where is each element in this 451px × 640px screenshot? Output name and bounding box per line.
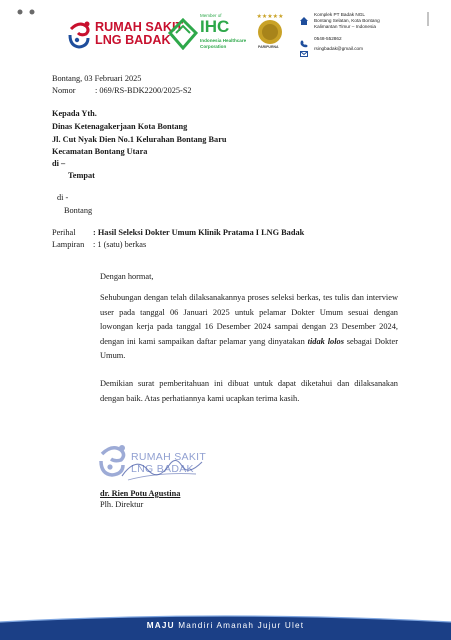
perihal-value: : Hasil Seleksi Dokter Umum Klinik Pratama I LNG Badak	[93, 228, 305, 237]
hospital-name-line1: RUMAH SAKIT	[95, 20, 184, 34]
address-line3: Kalimantan Timur – Indonesia	[314, 24, 377, 29]
accreditation-badge-icon	[251, 12, 289, 46]
hospital-logo-icon	[66, 20, 92, 50]
address-line1: Komplek PT Badak NGL	[314, 12, 365, 17]
recipient-line1: Dinas Ketenagakerjaan Kota Bontang	[52, 122, 188, 131]
di-label-1: di –	[52, 159, 66, 168]
tempat: Tempat	[68, 171, 95, 180]
city: Bontang	[64, 206, 93, 215]
address-line2: Bontang Selatan, Kota Bontang	[314, 18, 380, 23]
stamp-line1: RUMAH SAKIT	[131, 451, 207, 463]
motto-rest: Mandiri Amanah Jujur Ulet	[178, 621, 305, 630]
top-right-arrow-icon	[424, 12, 432, 31]
footer-banner	[0, 612, 451, 640]
ihc-logo-icon	[168, 18, 198, 50]
home-icon	[300, 12, 308, 30]
motto-bold: MAJU	[146, 621, 175, 630]
phone-number: 0548-552862	[314, 36, 342, 41]
salutation: Dengan hormat,	[100, 272, 154, 281]
paragraph-closing-text: Demikian surat pemberitahuan ini dibuat untuk dapat diketahui dan dilaksanakan dengan baik. Atas perhatiannya kami ucapkan terima kasih.	[100, 379, 398, 403]
ihc-sub-line1: Indonesia Healthcare	[200, 38, 247, 43]
paripurna-label: PARIPURNA	[258, 45, 279, 49]
stamp-line2: LNG BADAK	[131, 463, 194, 475]
paragraph-main-a: Sehubungan dengan telah dilaksanakannya proses seleksi berkas, tes tulis dan interview user pada tanggal 06 Januari 2025 untuk pelamar Dokter Umum sesuai dengan lowongan kerja pada tanggal 16 Desember 2024 sampai dengan 23 Desember 2024, dengan ini kami sampaikan daftar pelamar yang dinyatakan	[100, 293, 398, 346]
corner-dots-icon	[14, 8, 54, 29]
lampiran-value: : 1 (satu) berkas	[93, 240, 147, 249]
ihc-logo-text: IHC	[200, 17, 230, 36]
nomor-value: : 069/RS-BDK2200/2025-S2	[95, 86, 192, 95]
ihc-member-of: Member of	[200, 13, 222, 18]
email-address: rsingbadak@gmail.com	[314, 46, 364, 51]
lampiran-label: Lampiran	[52, 240, 85, 249]
address	[314, 12, 380, 30]
email-icon	[300, 45, 308, 63]
paragraph-main	[100, 291, 398, 364]
recipient-line2: Jl. Cut Nyak Dien No.1 Kelurahan Bontang Baru	[52, 135, 227, 144]
recipient-line3: Kecamatan Bontang Utara	[52, 147, 148, 156]
svg-text:★★★★★: ★★★★★	[256, 14, 284, 20]
nomor-label: Nomor	[52, 86, 76, 95]
ihc-subtitle	[200, 38, 246, 49]
addressee-greeting: Kepada Yth.	[52, 109, 97, 118]
place-date: Bontang, 03 Februari 2025	[52, 74, 142, 83]
perihal-label: Perihal	[52, 228, 76, 237]
ihc-sub-line2: Corporation	[200, 43, 227, 49]
signature-scribble	[118, 452, 208, 488]
hospital-name-line2: LNG BADAK	[95, 33, 171, 47]
emphasis-tidak-lolos: tidak lolos	[307, 336, 344, 346]
paragraph-main-b: sebagai Dokter Umum.	[100, 336, 398, 361]
paragraph-closing	[100, 377, 398, 406]
di-label-2: di -	[57, 193, 69, 202]
footer-motto	[0, 621, 451, 630]
signer-name: dr. Rien Potu Agustina	[100, 489, 181, 498]
signer-title: Plh. Direktur	[100, 500, 144, 509]
